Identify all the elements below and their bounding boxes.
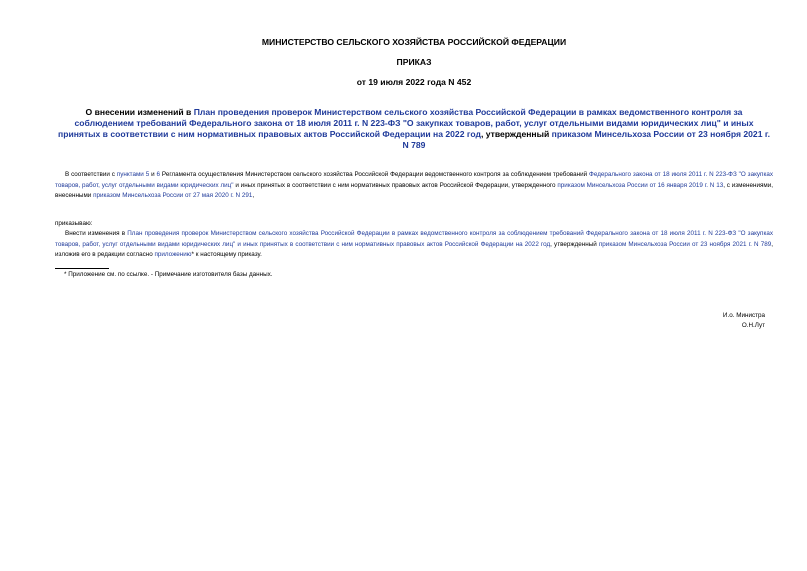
p1-text-b: и [149, 171, 157, 178]
p1-link-order-291[interactable]: приказом Минсельхоза России от 27 мая 2020 г. N 291 [93, 192, 253, 199]
p1-link-order-13[interactable]: приказом Минсельхоза России от 16 января 2019 г. N 13 [557, 181, 724, 189]
p3-text-a: Внести изменения в [65, 230, 128, 237]
p3-text-b: , утвержденный [550, 240, 599, 248]
p3-link-order-789[interactable]: приказом Минсельхоза России от 23 ноября 2021 г. N 789 [598, 240, 772, 248]
paragraph-decision [55, 229, 773, 261]
p1-text-a: В соответствии с [65, 171, 117, 178]
signature-position: И.о. Министра [722, 312, 765, 319]
subject-text-pre: О внесении изменений в [85, 107, 194, 117]
subject-link-order[interactable]: приказом Минсельхоза России от 23 ноября 2021 г. N 789 [402, 129, 770, 150]
p1-link-federal-law[interactable]: Федерального закона от 18 июля 2011 г. N 223-ФЗ "О закупках товаров, работ, услуг отдельными видами юридических лиц" [55, 171, 773, 189]
p1-text-d: и иных принятых в соответствии с ним нормативных правовых актов Российской Федерации, утвержденного [233, 181, 558, 189]
subject-link-plan[interactable]: План проведения проверок Министерством сельского хозяйства Российской Федерации в рамках ведомственного контроля за соблюдением требований Федерального закона от 18 июля 2011 г. N 223-ФЗ "О закупках товаров, работ, услуг отдельными видами юридических лиц" и иных принятых в соответствии с ним нормативных правовых актов Российской Федерации на 2022 год [58, 107, 754, 139]
p1-link-point6[interactable]: 6 [156, 171, 161, 178]
footnote-divider [55, 268, 109, 269]
p1-text-f: , [252, 192, 255, 199]
p3-link-appendix[interactable]: приложению [154, 251, 192, 258]
subject-text-mid: , утвержденный [480, 129, 552, 139]
p3-text-c: , изложив его в редакции согласно [55, 240, 773, 258]
document-subject [55, 107, 773, 151]
p1-link-point5[interactable]: пунктами 5 [116, 171, 150, 178]
ministry-title: МИНИСТЕРСТВО СЕЛЬСКОГО ХОЗЯЙСТВА РОССИЙСКОЙ ФЕДЕРАЦИИ [261, 37, 567, 47]
p3-link-plan[interactable]: План проведения проверок Министерством сельского хозяйства Российской Федерации в рамках ведомственного контроля за соблюдением требований Федерального закона от 18 июля 2011 г. N 223-ФЗ "О закупках товаров, работ, услуг отдельными видами юридических лиц" и иных принятых в соответствии с ним нормативных правовых актов Российской Федерации на 2022 год [55, 230, 773, 248]
p1-text-e: , с изменениями, внесенными [55, 181, 773, 199]
signature-name: О.Н.Лут [741, 322, 765, 329]
p1-text-c: Регламента осуществления Министерством сельского хозяйства Российской Федерации ведомственного контроля за соблюдением требований [160, 171, 590, 178]
paragraph-basis [55, 170, 773, 202]
footnote: * Приложение см. по ссылке. - Примечание изготовителя базы данных. [64, 271, 273, 278]
paragraph-order-word: приказываю: [55, 220, 93, 227]
document-date: от 19 июля 2022 года N 452 [356, 77, 472, 87]
p3-text-d: * к настоящему приказу. [191, 251, 262, 258]
document-type: ПРИКАЗ [396, 57, 432, 67]
